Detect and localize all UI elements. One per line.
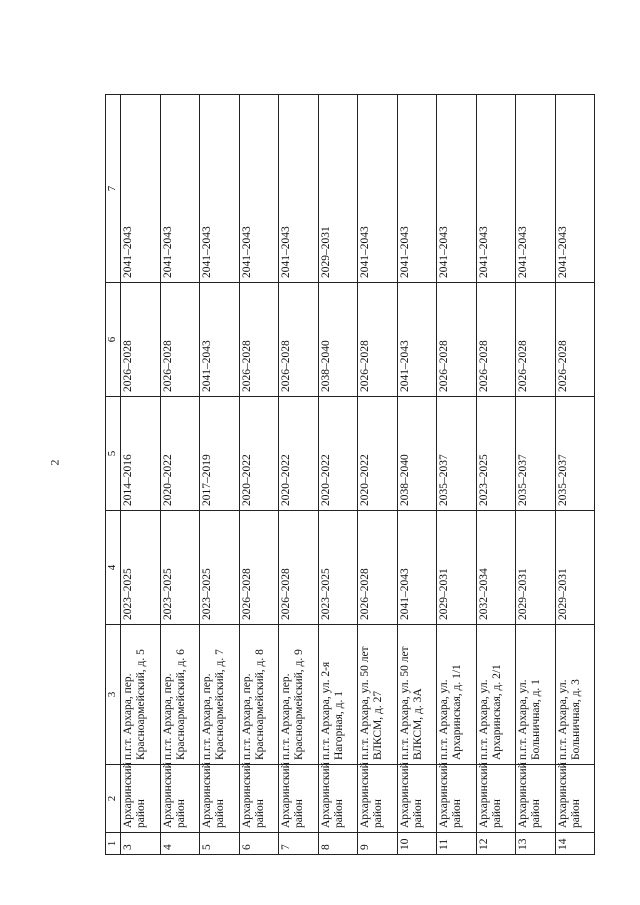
period-cell: 2023–2025 — [200, 511, 240, 625]
address-cell: п.г.т. Архара, ул. Больничная, д. 3 — [555, 625, 595, 765]
period-cell: 2029–2031 — [555, 511, 595, 625]
table-row — [437, 95, 477, 855]
period-cell: 2023–2025 — [476, 397, 516, 511]
schedule-table — [105, 94, 595, 855]
header-cell: 6 — [106, 283, 121, 397]
row-number-cell: 10 — [397, 833, 437, 855]
period-cell: 2041–2043 — [121, 95, 161, 283]
address-cell: п.г.т. Архара, пер. Красноармейский, д. 7 — [200, 625, 240, 765]
table-row — [160, 95, 200, 855]
period-cell: 2026–2028 — [239, 511, 279, 625]
period-cell: 2026–2028 — [160, 283, 200, 397]
period-cell: 2041–2043 — [397, 283, 437, 397]
table-row — [397, 95, 437, 855]
district-cell: Архаринский район — [358, 765, 398, 833]
district-cell: Архаринский район — [279, 765, 319, 833]
period-cell: 2017–2019 — [200, 397, 240, 511]
row-number-cell: 11 — [437, 833, 477, 855]
address-cell: п.г.т. Архара, ул. Архаринская, д. 2/1 — [476, 625, 516, 765]
period-cell: 2041–2043 — [358, 95, 398, 283]
header-cell: 3 — [106, 625, 121, 765]
period-cell: 2020–2022 — [279, 397, 319, 511]
period-cell: 2026–2028 — [555, 283, 595, 397]
address-cell: п.г.т. Архара, ул. Архаринская, д. 1/1 — [437, 625, 477, 765]
period-cell: 2026–2028 — [358, 283, 398, 397]
period-cell: 2035–2037 — [555, 397, 595, 511]
table-body — [121, 95, 595, 855]
row-number-cell: 8 — [318, 833, 358, 855]
header-cell: 1 — [106, 833, 121, 855]
row-number-cell: 7 — [279, 833, 319, 855]
row-number-cell: 12 — [476, 833, 516, 855]
address-cell: п.г.т. Архара, ул. 50 лет ВЛКСМ, д. 3А — [397, 625, 437, 765]
district-cell: Архаринский район — [516, 765, 556, 833]
period-cell: 2029–2031 — [437, 511, 477, 625]
address-cell: п.г.т. Архара, пер. Красноармейский, д. 8 — [239, 625, 279, 765]
district-cell: Архаринский район — [121, 765, 161, 833]
district-cell: Архаринский район — [555, 765, 595, 833]
period-cell: 2041–2043 — [476, 95, 516, 283]
period-cell: 2035–2037 — [437, 397, 477, 511]
district-cell: Архаринский район — [239, 765, 279, 833]
district-cell: Архаринский район — [397, 765, 437, 833]
table-canvas — [105, 95, 595, 855]
period-cell: 2041–2043 — [397, 511, 437, 625]
period-cell: 2029–2031 — [318, 95, 358, 283]
period-cell: 2038–2040 — [397, 397, 437, 511]
period-cell: 2041–2043 — [200, 283, 240, 397]
table-row — [476, 95, 516, 855]
table-row — [555, 95, 595, 855]
period-cell: 2041–2043 — [239, 95, 279, 283]
period-cell: 2035–2037 — [516, 397, 556, 511]
period-cell: 2023–2025 — [318, 511, 358, 625]
address-cell: п.г.т. Архара, пер. Красноармейский, д. 6 — [160, 625, 200, 765]
row-number-cell: 5 — [200, 833, 240, 855]
row-number-cell: 14 — [555, 833, 595, 855]
period-cell: 2026–2028 — [239, 283, 279, 397]
row-number-cell: 4 — [160, 833, 200, 855]
district-cell: Архаринский район — [476, 765, 516, 833]
table-row — [239, 95, 279, 855]
header-cell: 5 — [106, 397, 121, 511]
header-row — [106, 95, 121, 855]
period-cell: 2026–2028 — [279, 511, 319, 625]
period-cell: 2041–2043 — [279, 95, 319, 283]
period-cell: 2026–2028 — [516, 283, 556, 397]
period-cell: 2023–2025 — [160, 511, 200, 625]
period-cell: 2029–2031 — [516, 511, 556, 625]
address-cell: п.г.т. Архара, ул. Больничная, д. 1 — [516, 625, 556, 765]
table-row — [121, 95, 161, 855]
district-cell: Архаринский район — [318, 765, 358, 833]
header-cell: 4 — [106, 511, 121, 625]
table-row — [200, 95, 240, 855]
period-cell: 2020–2022 — [358, 397, 398, 511]
period-cell: 2032–2034 — [476, 511, 516, 625]
period-cell: 2020–2022 — [318, 397, 358, 511]
address-cell: п.г.т. Архара, пер. Красноармейский, д. 9 — [279, 625, 319, 765]
table-row — [516, 95, 556, 855]
row-number-cell: 3 — [121, 833, 161, 855]
table-row — [318, 95, 358, 855]
period-cell: 2041–2043 — [397, 95, 437, 283]
period-cell: 2038–2040 — [318, 283, 358, 397]
period-cell: 2026–2028 — [437, 283, 477, 397]
header-cell: 7 — [106, 95, 121, 283]
period-cell: 2026–2028 — [279, 283, 319, 397]
period-cell: 2041–2043 — [555, 95, 595, 283]
row-number-cell: 13 — [516, 833, 556, 855]
row-number-cell: 9 — [358, 833, 398, 855]
period-cell: 2020–2022 — [239, 397, 279, 511]
district-cell: Архаринский район — [200, 765, 240, 833]
period-cell: 2023–2025 — [121, 511, 161, 625]
period-cell: 2020–2022 — [160, 397, 200, 511]
row-number-cell: 6 — [239, 833, 279, 855]
table-row — [358, 95, 398, 855]
address-cell: п.г.т. Архара, ул. 2-я Нагорная, д. 1 — [318, 625, 358, 765]
header-cell: 2 — [106, 765, 121, 833]
period-cell: 2041–2043 — [160, 95, 200, 283]
district-cell: Архаринский район — [160, 765, 200, 833]
period-cell: 2026–2028 — [358, 511, 398, 625]
table-row — [279, 95, 319, 855]
district-cell: Архаринский район — [437, 765, 477, 833]
period-cell: 2014–2016 — [121, 397, 161, 511]
table-header — [106, 95, 121, 855]
rotated-table-wrapper — [105, 95, 595, 855]
period-cell: 2041–2043 — [200, 95, 240, 283]
period-cell: 2026–2028 — [121, 283, 161, 397]
address-cell: п.г.т. Архара, пер. Красноармейский, д. 5 — [121, 625, 161, 765]
address-cell: п.г.т. Архара, ул. 50 лет ВЛКСМ, д. 27 — [358, 625, 398, 765]
period-cell: 2026–2028 — [476, 283, 516, 397]
period-cell: 2041–2043 — [516, 95, 556, 283]
page-number: 2 — [47, 459, 62, 466]
period-cell: 2041–2043 — [437, 95, 477, 283]
